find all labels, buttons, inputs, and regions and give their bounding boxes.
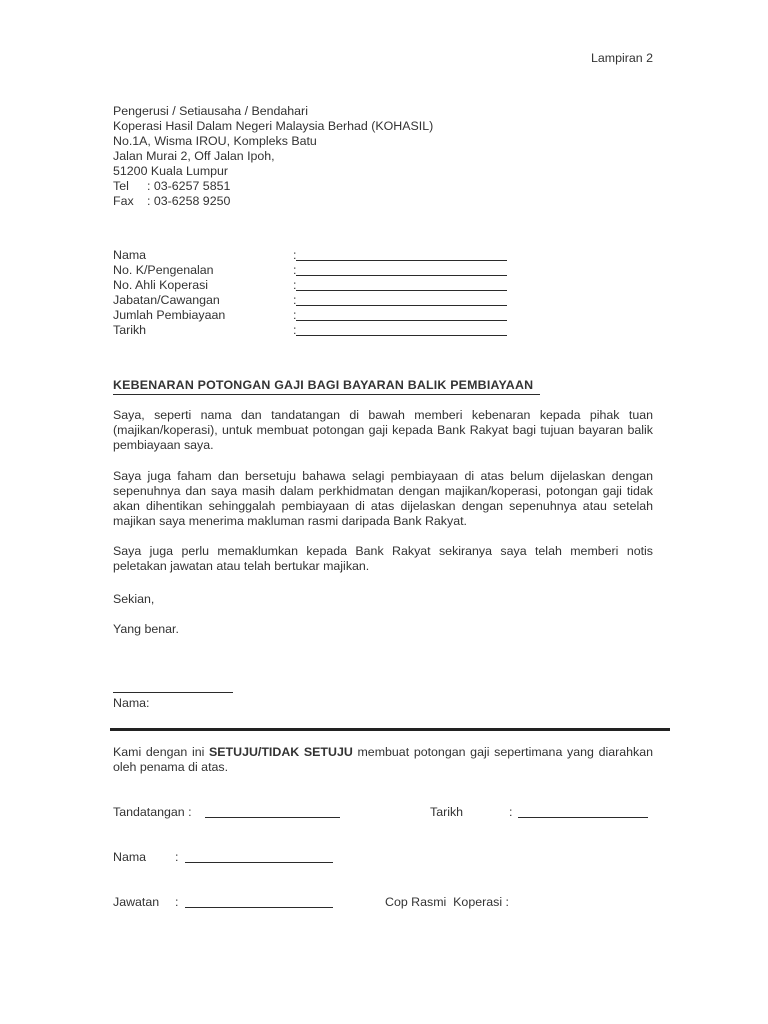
field-colon: : [293,278,297,292]
section-divider-rule [110,728,670,731]
recipient-line: Koperasi Hasil Dalam Negeri Malaysia Berhad (KOHASIL) [113,119,434,133]
field-colon: : [293,248,297,262]
field-label: No. K/Pengenalan [113,263,214,277]
fax-label: Fax [113,194,134,208]
blank-line [185,895,333,908]
field-colon: : [293,293,297,307]
date-colon: : [509,805,513,819]
employer-position-row [113,895,653,910]
signatory-name-label: Nama: [113,696,150,710]
official-stamp-label: Cop Rasmi Koperasi : [385,895,509,909]
field-label: Jumlah Pembiayaan [113,308,226,322]
blank-line [296,278,507,291]
signature-label: Tandatangan : [113,805,192,819]
statement-prefix: Kami dengan ini [113,745,210,759]
recipient-address [113,104,653,209]
field-label: Nama [113,248,147,262]
name-label: Nama [113,850,147,864]
blank-line [296,263,507,276]
date-label: Tarikh [430,805,464,819]
field-row-nama [113,248,653,263]
employer-statement [113,745,653,775]
tel-label: Tel [113,179,129,193]
paragraph-authorization: Saya, seperti nama dan tandatangan di bawah memberi kebenaran kepada pihak tuan (majikan/koperasi), untuk membuat potongan gaji kepada Bank Rakyat bagi tujuan bayaran balik pembiayaan saya. [113,408,653,452]
field-colon: : [293,323,297,337]
recipient-line: Jalan Murai 2, Off Jalan Ipoh, [113,149,275,163]
field-row-no-k-pengenalan [113,263,653,278]
member-details-form [113,248,653,338]
blank-line [185,850,333,863]
recipient-fax [113,194,653,209]
salutation-text: Yang benar. [113,622,179,636]
field-row-no-ahli-koperasi [113,278,653,293]
tel-value: : 03-6257 5851 [147,179,231,193]
statement-suffix: membuat potongan gaji sepertimana yang diarahkan oleh penama di atas. [113,745,653,774]
position-colon: : [175,895,179,909]
member-signature-line [113,692,233,693]
blank-line [296,323,507,336]
field-row-jabatan-cawangan [113,293,653,308]
field-label: Jabatan/Cawangan [113,293,220,307]
closing-text: Sekian, [113,592,155,606]
field-label: No. Ahli Koperasi [113,278,209,292]
employer-signature-row [113,805,653,820]
blank-line [518,805,648,818]
letter-title: KEBENARAN POTONGAN GAJI BAGI BAYARAN BALIK PEMBIAYAAN [113,378,540,395]
fax-value: : 03-6258 9250 [147,194,231,208]
paragraph-notice: Saya juga perlu memaklumkan kepada Bank Rakyat sekiranya saya telah memberi notis peletakan jawatan atau telah bertukar majikan. [113,544,653,573]
field-row-jumlah-pembiayaan [113,308,653,323]
blank-line [296,293,507,306]
recipient-line: 51200 Kuala Lumpur [113,164,229,178]
position-label: Jawatan [113,895,160,909]
field-label: Tarikh [113,323,147,337]
recipient-line: No.1A, Wisma IROU, Kompleks Batu [113,134,317,148]
field-colon: : [293,308,297,322]
page-label: Lampiran 2 [591,51,653,65]
blank-line [205,805,340,818]
paragraph-agreement: Saya juga faham dan bersetuju bahawa selagi pembiayaan di atas belum dijelaskan dengan sepenuhnya dan saya masih dalam perkhidmatan dengan majikan/koperasi, potongan gaji tidak akan dihentikan sehinggalah pembiayaan di atas dijelaskan dengan sepenuhnya atau setelah majikan saya menerima makluman rasmi daripada Bank Rakyat. [113,469,653,528]
field-colon: : [293,263,297,277]
blank-line [296,308,507,321]
employer-name-row [113,850,653,865]
recipient-tel [113,179,653,194]
field-row-tarikh [113,323,653,338]
name-colon: : [175,850,179,864]
recipient-line: Pengerusi / Setiausaha / Bendahari [113,104,308,118]
statement-agree-disagree: SETUJU/TIDAK SETUJU [209,745,353,759]
blank-line [296,248,507,261]
